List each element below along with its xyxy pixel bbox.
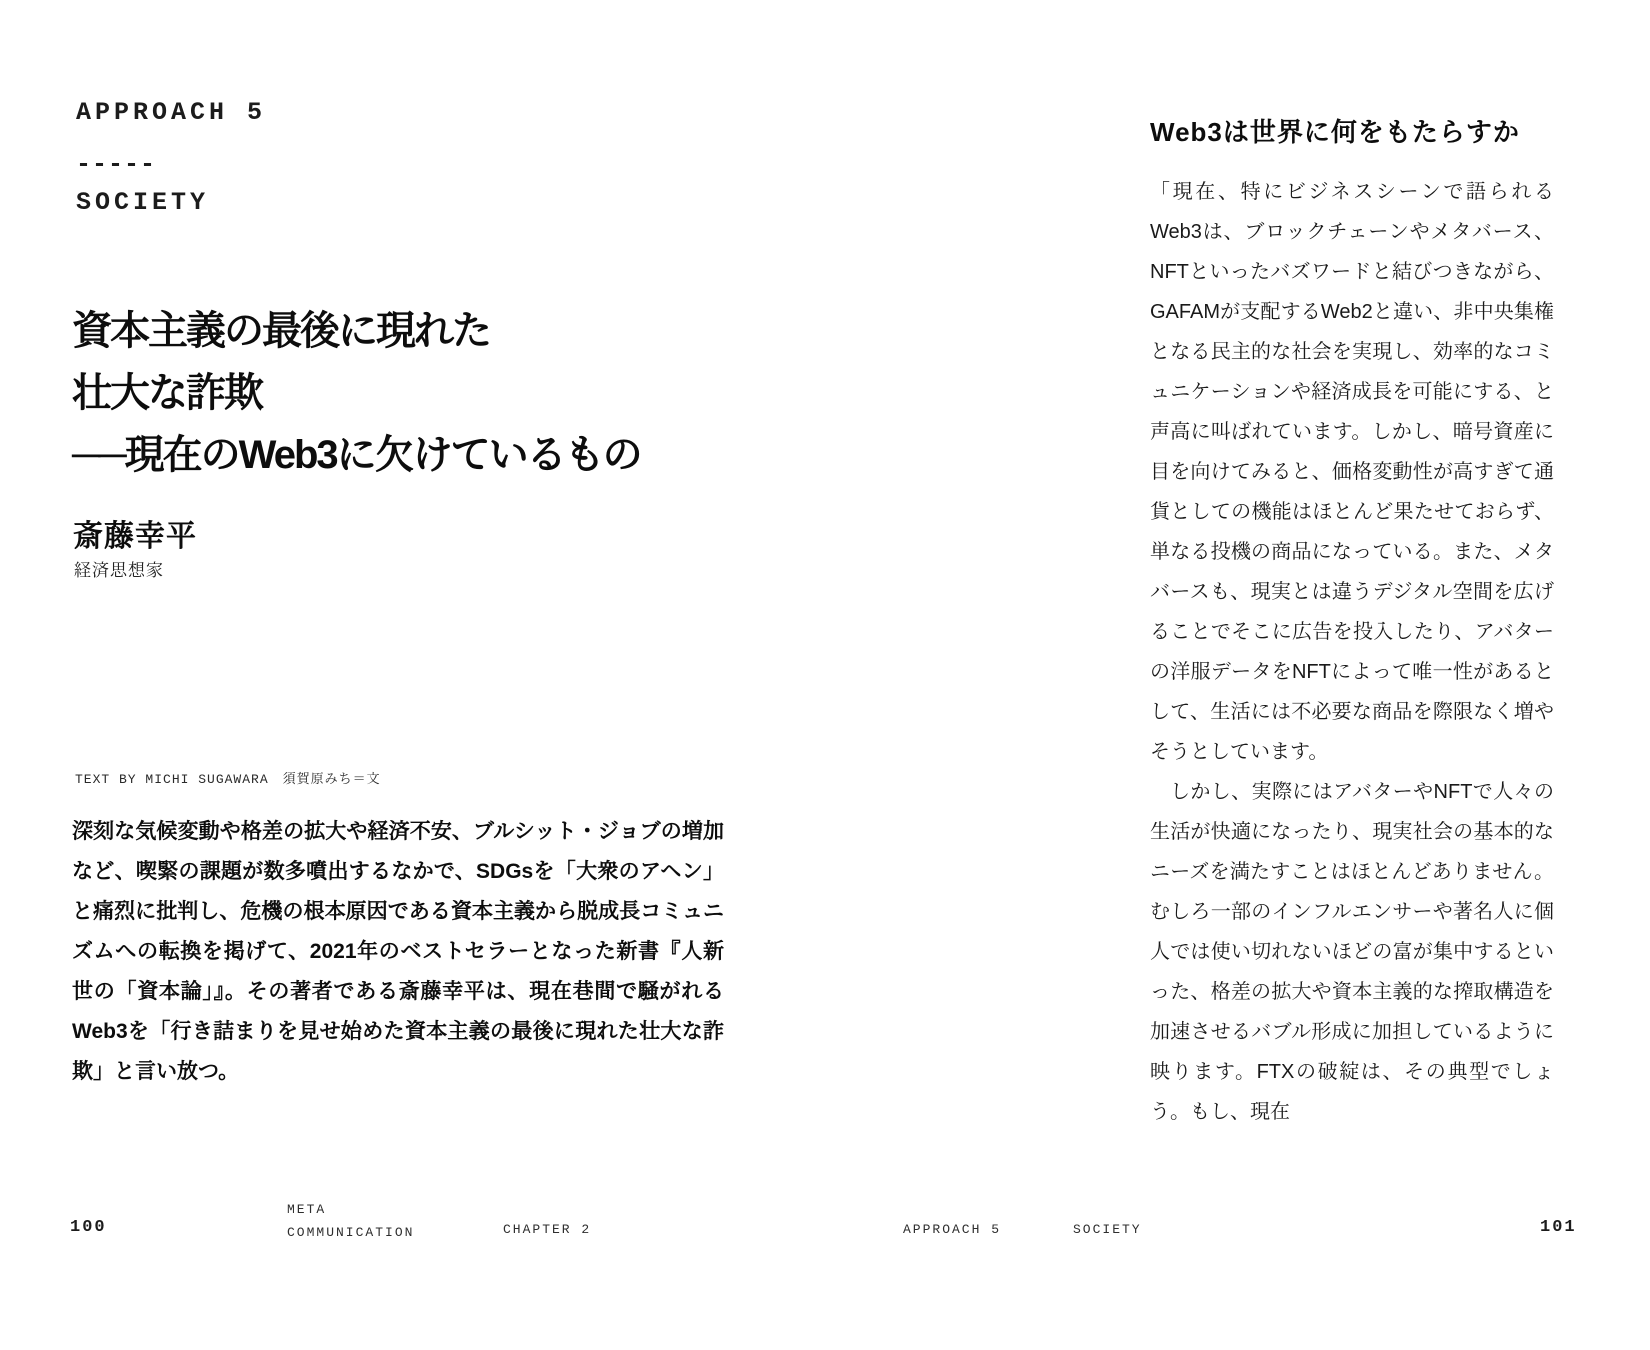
author-role: 経済思想家 (74, 561, 164, 580)
article-title (72, 300, 732, 486)
kicker-dashed-rule: ----- (76, 150, 157, 179)
lead-paragraph: 深刻な気候変動や格差の拡大や経済不安、ブルシット・ジョブの増加など、喫緊の課題が数多噴出するなかで、SDGsを「大衆のアヘン」と痛烈に批判し、危機の根本原因である資本主義から脱成長コミュニズムへの転換を掲げて、2021年のベストセラーとなった新書『人新世の「資本論」』。その著者である斎藤幸平は、現在巷間で騒がれるWeb3を「行き詰まりを見せ始めた資本主義の最後に現れた壮大な詐欺」と言い放つ。 (72, 820, 724, 1083)
article-title-line-2: 壮大な詐欺 (72, 371, 262, 415)
footer-brand-line-2: COMMUNICATION (287, 1225, 415, 1240)
footer-category: SOCIETY (1073, 1222, 1142, 1237)
body-text-column (1150, 172, 1554, 1132)
footer-brand-line-1: META (287, 1202, 327, 1217)
footer-chapter: CHAPTER 2 (503, 1222, 592, 1237)
article-title-line-1: 資本主義の最後に現れた (72, 309, 490, 353)
article-title-line-3: ──現在のWeb3に欠けているもの (72, 433, 641, 477)
footer-approach: APPROACH 5 (903, 1222, 1002, 1237)
section-heading: Web3は世界に何をもたらすか (1150, 117, 1520, 147)
body-paragraph-1: 「現在、特にビジネスシーンで語られるWeb3は、ブロックチェーンやメタバース、NFTといったバズワードと結びつきながら、GAFAMが支配するWeb2と違い、非中央集権となる民主的な社会を実現し、効率的なコミュニケーションや経済成長を可能にする、と声高に叫ばれています。しかし、暗号資産に目を向けてみると、価格変動性が高すぎて通貨としての機能はほとんど果たせておらず、単なる投機の商品になっている。また、メタバースも、現実とは違うデジタル空間を広げることでそこに広告を投入したり、アバターの洋服データをNFTによって唯一性があるとして、生活には不必要な商品を際限なく増やそうとしています。 (1150, 181, 1554, 763)
kicker-category-label: SOCIETY (76, 188, 210, 217)
footer-brand (287, 1198, 414, 1244)
page-number-right: 101 (1540, 1218, 1577, 1237)
author-name: 斎藤幸平 (73, 520, 197, 553)
body-paragraph-2: しかし、実際にはアバターやNFTで人々の生活が快適になったり、現実社会の基本的なニーズを満たすことはほとんどありません。むしろ一部のインフルエンサーや著名人に個人では使い切れないほどの富が集中するといった、格差の拡大や資本主義的な搾取構造を加速させるバブル形成に加担しているように映ります。FTXの破綻は、その典型でしょう。もし、現在 (1150, 781, 1554, 1123)
page-number-left: 100 (70, 1218, 107, 1237)
text-credit: TEXT BY MICHI SUGAWARA 須賀原みち＝文 (75, 772, 381, 787)
kicker-approach-label: APPROACH 5 (76, 98, 267, 127)
